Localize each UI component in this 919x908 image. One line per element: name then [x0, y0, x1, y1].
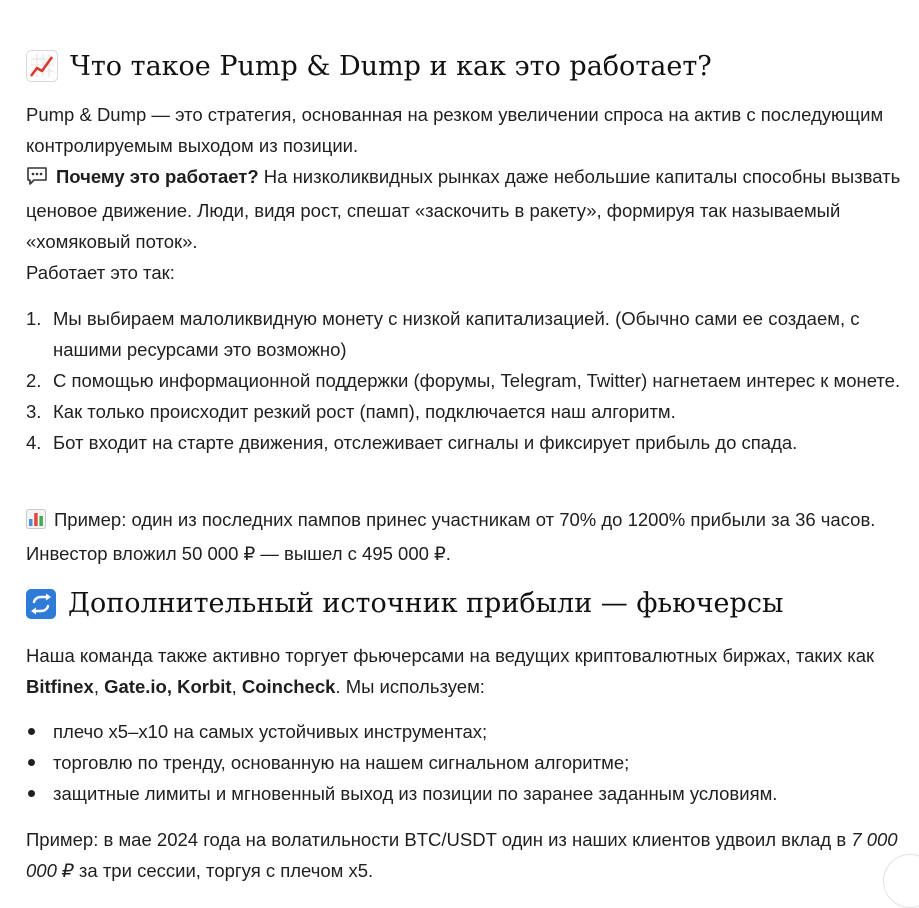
- step-text: С помощью информационной поддержки (форумы, Telegram, Twitter) нагнетаем интерес к монете.: [53, 370, 901, 391]
- repeat-arrows-icon: [26, 589, 56, 619]
- chart-increasing-icon: [26, 50, 58, 82]
- step-number: 3.: [26, 401, 42, 422]
- section1-heading: [26, 50, 712, 82]
- step-item: [26, 427, 906, 458]
- section1-heading-text: Что такое Pump & Dump и как это работает?: [70, 50, 712, 82]
- step-number: 2.: [26, 370, 42, 391]
- step-item: [26, 365, 906, 396]
- bullet-dot: [28, 728, 35, 735]
- example-text: Пример: один из последних пампов принес участникам от 70% до 1200% прибыли за 36 часов. Инвестор вложил 50 000 ₽ — вышел с 495 000 ₽.: [26, 509, 876, 564]
- bullet-dot: [28, 759, 35, 766]
- futures-bullets: [26, 716, 906, 809]
- exchange-gateio-korbit: Gate.io, Korbit: [104, 676, 232, 697]
- step-number: 1.: [26, 308, 42, 329]
- section1-intro-paragraph: [26, 99, 906, 288]
- separator: ,: [231, 676, 242, 697]
- section2-heading: [26, 588, 783, 619]
- exchange-coincheck: Coincheck: [241, 676, 336, 697]
- separator: ,: [93, 676, 105, 697]
- bar-chart-icon: [26, 507, 46, 538]
- section2-example-start: Пример: в мае 2024 года на волатильности BTC/USDT один из наших клиентов удвоил вклад в: [26, 829, 852, 850]
- section1-example: [26, 504, 906, 569]
- section1-intro: Pump & Dump — это стратегия, основанная на резком увеличении спроса на актив с последующим контролируемым выходом из позиции.: [26, 104, 884, 156]
- section2-intro: [26, 640, 906, 702]
- section2-intro-start: Наша команда также активно торгует фьючерсами на ведущих криптовалютных биржах, таких как: [26, 645, 875, 666]
- step-item: [26, 303, 906, 365]
- example-amount: 7 000 000 ₽: [26, 829, 898, 881]
- section2-heading-text: Дополнительный источник прибыли — фьючерсы: [68, 588, 784, 619]
- section2-intro-end: . Мы используем:: [335, 676, 485, 697]
- bullet-text: защитные лимиты и мгновенный выход из позиции по заранее заданным условиям.: [53, 783, 778, 804]
- bullet-item: [26, 778, 906, 809]
- works-label: Работает это так:: [26, 262, 175, 283]
- why-text: На низколиквидных рынках даже небольшие капиталы способны вызвать ценовое движение. Люди, видя рост, спешат «заскочить в ракету», формируя так называемый «хомяковый поток».: [26, 166, 901, 252]
- step-text: Как только происходит резкий рост (памп), подключается наш алгоритм.: [53, 401, 676, 422]
- step-item: [26, 396, 906, 427]
- speech-bubble-icon: [26, 164, 48, 195]
- step-text: Мы выбираем малоликвидную монету с низкой капитализацией. (Обычно сами ее создаем, с нашими ресурсами это возможно): [53, 308, 860, 360]
- bullet-dot: [28, 790, 35, 797]
- section2-example-end: за три сессии, торгуя с плечом x5.: [73, 860, 374, 881]
- bullet-item: [26, 716, 906, 747]
- steps-list: [26, 303, 906, 458]
- step-text: Бот входит на старте движения, отслеживает сигналы и фиксирует прибыль до спада.: [53, 432, 798, 453]
- bullet-text: плечо x5–x10 на самых устойчивых инструментах;: [53, 721, 488, 742]
- exchange-bitfinex: Bitfinex: [26, 676, 94, 697]
- bullet-text: торговлю по тренду, основанную на нашем сигнальном алгоритме;: [53, 752, 630, 773]
- bullet-item: [26, 747, 906, 778]
- step-number: 4.: [26, 432, 42, 453]
- why-label: Почему это работает?: [56, 166, 259, 187]
- section2-example: [26, 824, 906, 886]
